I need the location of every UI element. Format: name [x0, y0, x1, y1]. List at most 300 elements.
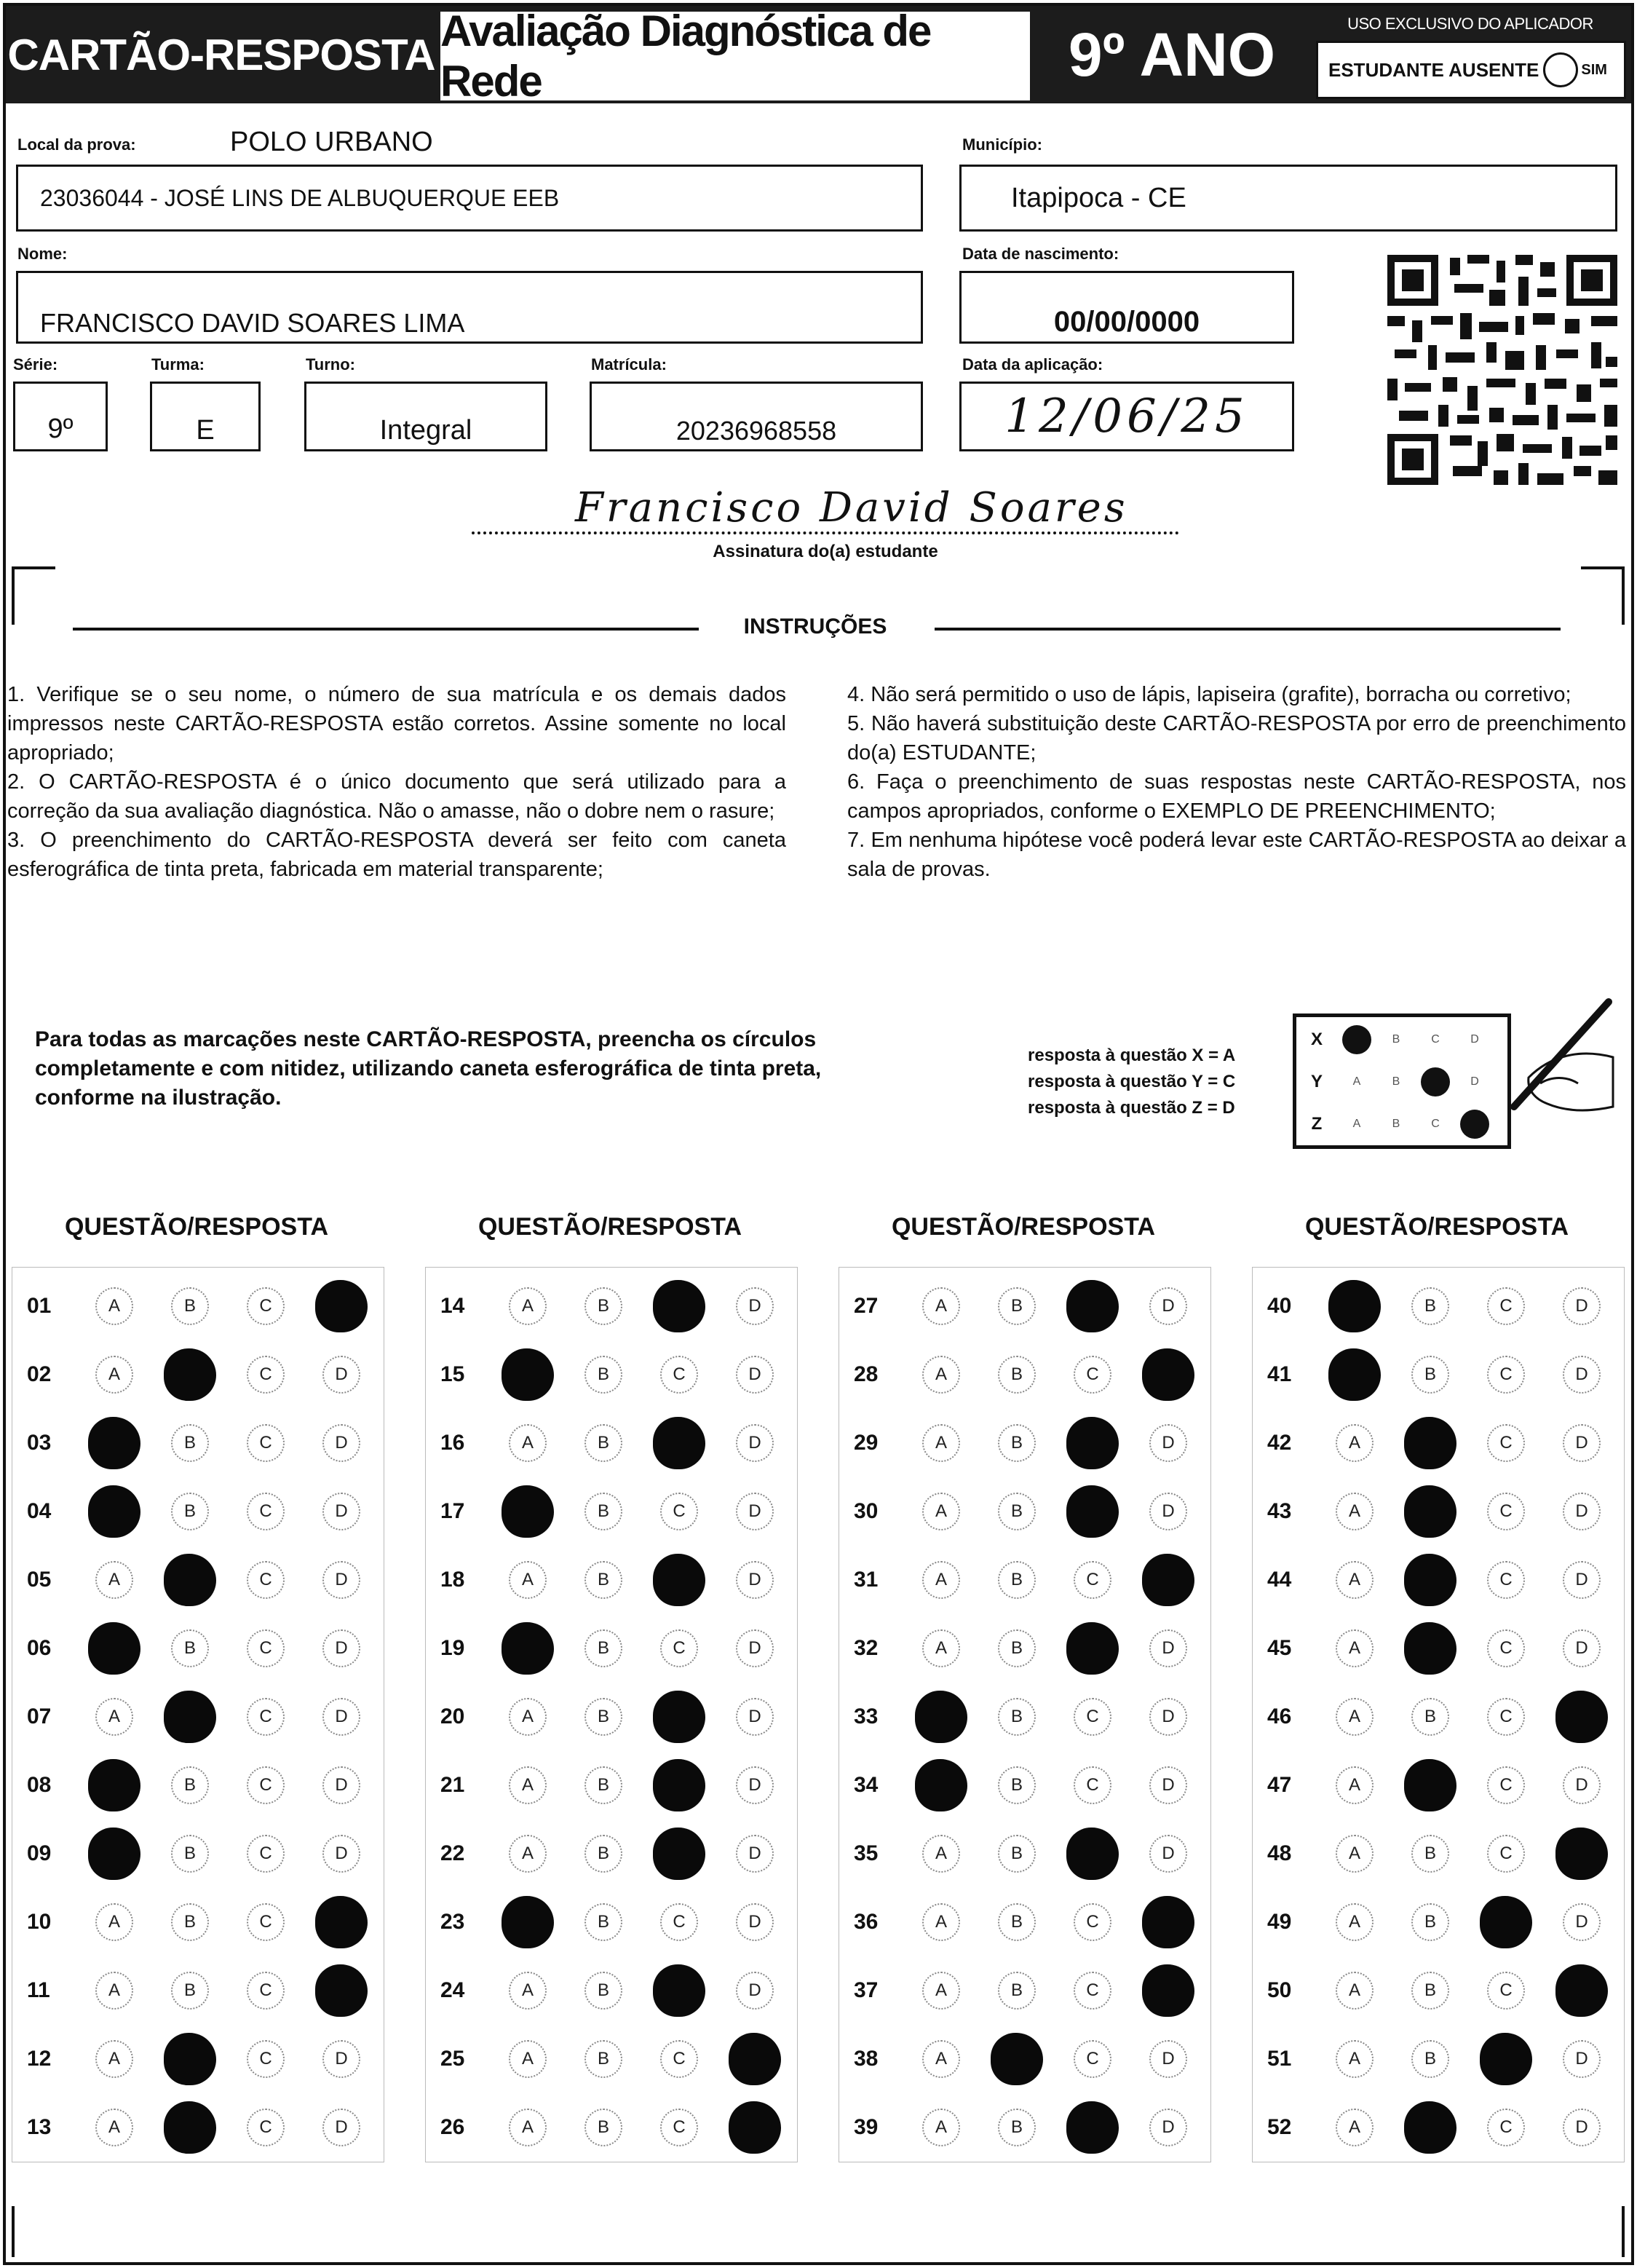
option-cell [1055, 1684, 1130, 1750]
filled-answer-bubble[interactable] [1404, 1622, 1456, 1675]
answer-bubble-b[interactable]: B [584, 1766, 622, 1804]
answer-bubble-b[interactable]: B [584, 1903, 622, 1941]
filled-answer-bubble[interactable] [1404, 1554, 1456, 1606]
filled-answer-bubble[interactable] [1066, 1828, 1119, 1880]
answer-bubble-b[interactable]: B [1411, 2040, 1449, 2078]
answer-bubble-c[interactable]: C [1487, 1698, 1525, 1736]
filled-answer-bubble[interactable] [1142, 1964, 1194, 2017]
question-number: 17 [440, 1499, 465, 1523]
answer-bubble-c[interactable]: C [247, 1835, 285, 1873]
question-number: 26 [440, 2115, 465, 2139]
question-number: 21 [440, 1773, 465, 1797]
filled-answer-bubble[interactable] [88, 1828, 140, 1880]
filled-answer-bubble[interactable] [1066, 1417, 1119, 1469]
filled-answer-bubble[interactable] [502, 1348, 554, 1401]
answer-bubble-d[interactable]: D [1149, 1766, 1187, 1804]
filled-answer-bubble[interactable] [164, 1691, 216, 1743]
filled-answer-bubble[interactable] [1142, 1896, 1194, 1948]
option-cell [1055, 1616, 1130, 1681]
answer-bubble-c[interactable]: C [1487, 1766, 1525, 1804]
answer-bubble-c[interactable]: C [247, 1766, 285, 1804]
filled-answer-bubble[interactable] [653, 1828, 705, 1880]
answer-bubble-d[interactable]: D [1149, 2040, 1187, 2078]
answer-bubble-a[interactable]: A [509, 1424, 547, 1462]
filled-answer-bubble[interactable] [502, 1622, 554, 1675]
answer-bubble-c[interactable]: C [1074, 1766, 1111, 1804]
option-cell [228, 1753, 304, 1818]
turno-value: Integral [379, 415, 472, 446]
option-cell [1392, 1753, 1468, 1818]
question-number: 48 [1267, 1841, 1292, 1865]
answer-bubble-a[interactable]: A [922, 2040, 960, 2078]
question-row [426, 1273, 797, 1339]
answer-bubble-c[interactable]: C [1487, 1629, 1525, 1667]
answer-bubble-a[interactable]: A [1336, 1698, 1374, 1736]
question-number: 05 [27, 1568, 52, 1592]
filled-answer-bubble[interactable] [653, 1554, 705, 1606]
answer-bubble-b[interactable]: B [171, 1493, 209, 1530]
filled-answer-bubble[interactable] [164, 2101, 216, 2154]
answer-bubble-d[interactable]: D [1149, 1424, 1187, 1462]
example-bubble: D [1470, 1075, 1479, 1088]
answer-bubble-b[interactable]: B [1411, 1356, 1449, 1394]
filled-answer-bubble[interactable] [1066, 1485, 1119, 1538]
answer-bubble-c[interactable]: C [1074, 2040, 1111, 2078]
answer-bubble-a[interactable]: A [509, 1766, 547, 1804]
option-cell [152, 2095, 228, 2160]
answer-bubble-c[interactable]: C [247, 1493, 285, 1530]
option-cell [152, 2026, 228, 2092]
answer-bubble-a[interactable]: A [922, 1629, 960, 1667]
answer-bubble-a[interactable]: A [1336, 1972, 1374, 2010]
answer-bubble-a[interactable]: A [95, 1356, 133, 1394]
question-row [1253, 1684, 1624, 1750]
option-cell [717, 1684, 793, 1750]
answer-bubble-c[interactable]: C [247, 1561, 285, 1599]
option-cell [641, 1342, 717, 1407]
answer-bubble-c[interactable]: C [1074, 1356, 1111, 1394]
answer-bubble-b[interactable]: B [998, 1356, 1036, 1394]
answer-bubble-a[interactable]: A [922, 1972, 960, 2010]
aplicacao-field[interactable] [959, 382, 1294, 451]
nome-label: Nome: [17, 245, 68, 263]
answer-bubble-b[interactable]: B [584, 1356, 622, 1394]
filled-answer-bubble[interactable] [315, 1280, 368, 1332]
option-cell [979, 1547, 1055, 1613]
answer-bubble-b[interactable]: B [998, 1698, 1036, 1736]
option-cell [1392, 1342, 1468, 1407]
answers-column [425, 1267, 798, 2162]
answer-bubble-b[interactable]: B [1411, 1903, 1449, 1941]
filled-answer-bubble[interactable] [315, 1964, 368, 2017]
answer-bubble-c[interactable]: C [1487, 1561, 1525, 1599]
answer-bubble-a[interactable]: A [922, 1835, 960, 1873]
question-row [1253, 1958, 1624, 2023]
signature-caption: Assinatura do(a) estudante [713, 542, 938, 561]
filled-answer-bubble[interactable] [1328, 1348, 1381, 1401]
answer-bubble-d[interactable]: D [322, 1356, 360, 1394]
answer-bubble-b[interactable]: B [584, 2109, 622, 2146]
filled-answer-bubble[interactable] [1555, 1828, 1608, 1880]
answer-bubble-a[interactable]: A [95, 1561, 133, 1599]
answer-bubble-a[interactable]: A [95, 1287, 133, 1325]
filled-answer-bubble[interactable] [88, 1485, 140, 1538]
grade-title: 9º ANO [1068, 20, 1276, 89]
answer-bubble-b[interactable]: B [171, 1629, 209, 1667]
filled-answer-bubble[interactable] [915, 1691, 967, 1743]
option-cell [641, 1889, 717, 1955]
answer-bubble-d[interactable]: D [1563, 1629, 1601, 1667]
filled-answer-bubble[interactable] [1404, 1759, 1456, 1811]
filled-answer-bubble[interactable] [1404, 2101, 1456, 2154]
answer-bubble-c[interactable]: C [660, 2109, 698, 2146]
answer-bubble-a[interactable]: A [1336, 1493, 1374, 1530]
card-title: CARTÃO-RESPOSTA [7, 30, 435, 79]
option-cell [1055, 1753, 1130, 1818]
answer-bubble-d[interactable]: D [736, 1903, 774, 1941]
answer-bubble-a[interactable]: A [922, 1287, 960, 1325]
filled-answer-bubble[interactable] [653, 1417, 705, 1469]
option-cell [566, 1479, 641, 1544]
answer-bubble-a[interactable]: A [1336, 1561, 1374, 1599]
question-number: 39 [854, 2115, 879, 2139]
answer-bubble-c[interactable]: C [1074, 1903, 1111, 1941]
answer-bubble-d[interactable]: D [1149, 1698, 1187, 1736]
answer-bubble-c[interactable]: C [247, 1287, 285, 1325]
option-cell [1317, 1753, 1392, 1818]
answer-bubble-b[interactable]: B [584, 1698, 622, 1736]
filled-answer-bubble[interactable] [1066, 1622, 1119, 1675]
answer-bubble-d[interactable]: D [736, 1972, 774, 2010]
answer-bubble-b[interactable]: B [584, 1287, 622, 1325]
filled-answer-bubble[interactable] [991, 2033, 1043, 2085]
answer-bubble-b[interactable]: B [998, 1561, 1036, 1599]
example-bubble: D [1470, 1033, 1479, 1046]
option-cell [304, 1547, 379, 1613]
answer-bubble-d[interactable]: D [1149, 1287, 1187, 1325]
answer-bubble-a[interactable]: A [509, 1698, 547, 1736]
filled-answer-bubble[interactable] [1328, 1280, 1381, 1332]
filled-answer-bubble[interactable] [1555, 1691, 1608, 1743]
example-instructions: Para todas as marcações neste CARTÃO-RESPOSTA, preencha os círculos completamente e com nitidez, utilizando caneta esferográfica de tinta preta, conforme na ilustração. [35, 1027, 822, 1110]
option-cell [903, 1684, 979, 1750]
corner-mark-top-right [1581, 566, 1625, 625]
answer-bubble-a[interactable]: A [922, 1561, 960, 1599]
answer-bubble-b[interactable]: B [171, 1424, 209, 1462]
answer-bubble-a[interactable]: A [509, 1972, 547, 2010]
answer-bubble-d[interactable]: D [1563, 1356, 1601, 1394]
answer-bubble-d[interactable]: D [1563, 1424, 1601, 1462]
answer-bubble-b[interactable]: B [171, 1287, 209, 1325]
option-cell [566, 1889, 641, 1955]
question-number: 37 [854, 1978, 879, 2002]
answer-bubble-a[interactable]: A [509, 1561, 547, 1599]
answer-bubble-b[interactable]: B [584, 1972, 622, 2010]
answer-bubble-c[interactable]: C [247, 2040, 285, 2078]
answer-bubble-b[interactable]: B [584, 1493, 622, 1530]
answer-bubble-d[interactable]: D [1563, 1561, 1601, 1599]
option-cell [304, 1753, 379, 1818]
filled-answer-bubble[interactable] [164, 1554, 216, 1606]
answer-bubble-c[interactable]: C [247, 2109, 285, 2146]
filled-answer-bubble[interactable] [1066, 1280, 1119, 1332]
answer-bubble-a[interactable]: A [95, 2040, 133, 2078]
example-row [1296, 1019, 1507, 1061]
option-cell [1130, 2026, 1206, 2092]
option-cell [717, 1273, 793, 1339]
answer-bubble-c[interactable]: C [1487, 1972, 1525, 2010]
example-legend-y: resposta à questão Y = C [1028, 1072, 1236, 1091]
filled-answer-bubble[interactable] [88, 1417, 140, 1469]
question-row [12, 1273, 384, 1339]
answer-bubble-b[interactable]: B [1411, 1972, 1449, 2010]
answer-bubble-b[interactable]: B [998, 1493, 1036, 1530]
question-number: 08 [27, 1773, 52, 1797]
option-cell [1055, 2026, 1130, 2092]
answer-bubble-c[interactable]: C [247, 1356, 285, 1394]
answer-bubble-c[interactable]: C [1487, 1493, 1525, 1530]
answer-bubble-d[interactable]: D [1563, 2109, 1601, 2146]
answer-bubble-c[interactable]: C [247, 1629, 285, 1667]
answer-bubble-b[interactable]: B [584, 2040, 622, 2078]
answer-bubble-d[interactable]: D [736, 1629, 774, 1667]
answer-bubble-b[interactable]: B [171, 1835, 209, 1873]
answer-bubble-a[interactable]: A [1336, 1766, 1374, 1804]
answer-bubble-b[interactable]: B [998, 1287, 1036, 1325]
filled-answer-bubble[interactable] [88, 1759, 140, 1811]
question-row [1253, 2026, 1624, 2092]
answer-bubble-a[interactable]: A [1336, 1629, 1374, 1667]
answer-bubble-a[interactable]: A [509, 2040, 547, 2078]
answer-bubble-b[interactable]: B [171, 1903, 209, 1941]
answer-bubble-d[interactable]: D [736, 1835, 774, 1873]
option-cell [566, 1821, 641, 1886]
question-number: 35 [854, 1841, 879, 1865]
option-cell [228, 2026, 304, 2092]
answer-bubble-d[interactable]: D [1149, 2109, 1187, 2146]
answer-bubble-c[interactable]: C [660, 2040, 698, 2078]
answer-bubble-b[interactable]: B [1411, 1835, 1449, 1873]
answer-bubble-b[interactable]: B [584, 1629, 622, 1667]
option-cell [1055, 1479, 1130, 1544]
option-cell [1392, 1958, 1468, 2023]
answer-bubble-c[interactable]: C [1074, 1698, 1111, 1736]
answer-bubble-c[interactable]: C [660, 1903, 698, 1941]
filled-answer-bubble[interactable] [88, 1622, 140, 1675]
question-row [12, 1753, 384, 1818]
answer-bubble-d[interactable]: D [322, 1766, 360, 1804]
filled-answer-bubble[interactable] [653, 1280, 705, 1332]
question-number: 32 [854, 1636, 879, 1660]
filled-answer-bubble[interactable] [653, 1691, 705, 1743]
answer-bubble-c[interactable]: C [660, 1629, 698, 1667]
answer-bubble-d[interactable]: D [1149, 1629, 1187, 1667]
answer-bubble-d[interactable]: D [1563, 2040, 1601, 2078]
answer-bubble-d[interactable]: D [736, 1356, 774, 1394]
option-cell [1544, 1479, 1620, 1544]
option-cell [1392, 1889, 1468, 1955]
answer-bubble-a[interactable]: A [95, 1972, 133, 2010]
answer-bubble-d[interactable]: D [1563, 1287, 1601, 1325]
option-cell [228, 1410, 304, 1476]
answer-bubble-d[interactable]: D [322, 1424, 360, 1462]
example-filled-bubble [1421, 1067, 1450, 1097]
filled-answer-bubble[interactable] [729, 2033, 781, 2085]
answer-bubble-d[interactable]: D [736, 1493, 774, 1530]
filled-answer-bubble[interactable] [502, 1896, 554, 1948]
filled-answer-bubble[interactable] [164, 2033, 216, 2085]
answer-bubble-d[interactable]: D [322, 1629, 360, 1667]
filled-answer-bubble[interactable] [1404, 1417, 1456, 1469]
answer-bubble-a[interactable]: A [1336, 1835, 1374, 1873]
option-cell [641, 1479, 717, 1544]
example-bubble: A [1352, 1075, 1361, 1088]
option-cell [903, 2095, 979, 2160]
filled-answer-bubble[interactable] [1066, 2101, 1119, 2154]
answer-bubble-a[interactable]: A [1336, 1903, 1374, 1941]
filled-answer-bubble[interactable] [1480, 1896, 1532, 1948]
answer-bubble-d[interactable]: D [1563, 1766, 1601, 1804]
option-cell [1468, 1479, 1544, 1544]
answer-bubble-a[interactable]: A [922, 1903, 960, 1941]
answer-bubble-c[interactable]: C [1487, 1835, 1525, 1873]
option-cell [76, 1753, 152, 1818]
option-cell [1317, 2026, 1392, 2092]
answer-bubble-b[interactable]: B [584, 1561, 622, 1599]
answer-bubble-a[interactable]: A [922, 1356, 960, 1394]
filled-answer-bubble[interactable] [1555, 1964, 1608, 2017]
option-cell [1392, 1684, 1468, 1750]
question-row [12, 1684, 384, 1750]
answer-bubble-a[interactable]: A [95, 2109, 133, 2146]
option-cell [228, 1958, 304, 2023]
answer-bubble-c[interactable]: C [660, 1493, 698, 1530]
answer-bubble-c[interactable]: C [660, 1356, 698, 1394]
answer-bubble-d[interactable]: D [322, 1835, 360, 1873]
answer-bubble-b[interactable]: B [584, 1424, 622, 1462]
filled-answer-bubble[interactable] [1142, 1554, 1194, 1606]
filled-answer-bubble[interactable] [729, 2101, 781, 2154]
question-row [839, 1547, 1210, 1613]
filled-answer-bubble[interactable] [1480, 2033, 1532, 2085]
answer-bubble-c[interactable]: C [1487, 2109, 1525, 2146]
answer-bubble-d[interactable]: D [1149, 1493, 1187, 1530]
filled-answer-bubble[interactable] [1404, 1485, 1456, 1538]
option-cell [152, 1958, 228, 2023]
answer-bubble-a[interactable]: A [922, 2109, 960, 2146]
answer-bubble-d[interactable]: D [322, 2040, 360, 2078]
answers-column [839, 1267, 1211, 2162]
applicator-only-label: USO EXCLUSIVO DO APLICADOR [1347, 15, 1593, 33]
answer-bubble-a[interactable]: A [509, 1835, 547, 1873]
answer-bubble-d[interactable]: D [736, 1561, 774, 1599]
option-cell [228, 1821, 304, 1886]
answer-bubble-c[interactable]: C [1074, 1561, 1111, 1599]
answer-bubble-c[interactable]: C [1487, 1424, 1525, 1462]
answer-bubble-d[interactable]: D [1149, 1835, 1187, 1873]
local-label: Local da prova: [17, 135, 136, 154]
absent-bubble[interactable] [1543, 52, 1578, 87]
filled-answer-bubble[interactable] [164, 1348, 216, 1401]
answer-bubble-d[interactable]: D [1563, 1903, 1601, 1941]
answer-bubble-b[interactable]: B [584, 1835, 622, 1873]
answer-bubble-c[interactable]: C [247, 1903, 285, 1941]
answer-bubble-d[interactable]: D [322, 1561, 360, 1599]
answer-bubble-c[interactable]: C [1487, 1287, 1525, 1325]
nascimento-field [959, 271, 1294, 344]
answer-bubble-b[interactable]: B [171, 1972, 209, 2010]
answer-bubble-a[interactable]: A [509, 1287, 547, 1325]
option-cell [566, 1753, 641, 1818]
answer-bubble-b[interactable]: B [171, 1766, 209, 1804]
answer-bubble-b[interactable]: B [998, 1424, 1036, 1462]
filled-answer-bubble[interactable] [653, 1964, 705, 2017]
answer-bubble-a[interactable]: A [1336, 2109, 1374, 2146]
answer-bubble-d[interactable]: D [736, 1698, 774, 1736]
answer-bubble-a[interactable]: A [922, 1493, 960, 1530]
answer-bubble-a[interactable]: A [95, 1903, 133, 1941]
answer-bubble-a[interactable]: A [922, 1424, 960, 1462]
answer-bubble-d[interactable]: D [322, 1698, 360, 1736]
answer-bubble-d[interactable]: D [1563, 1493, 1601, 1530]
instructions-left-column: 1. Verifique se o seu nome, o número de sua matrícula e os demais dados impressos neste CARTÃO-RESPOSTA estão corretos. Assine somente no local apropriado; 2. O CARTÃO-RESPOSTA é o único documento que será utilizado para a correção da sua avaliação diagnóstica. Não o amasse, não o dobre nem o rasure; 3. O preenchimento do CARTÃO-RESPOSTA deverá ser feito com caneta esferográfica de tinta preta, fabricada em material transparente; [7, 683, 786, 881]
answer-bubble-b[interactable]: B [998, 2109, 1036, 2146]
answer-bubble-b[interactable]: B [1411, 1287, 1449, 1325]
question-row [426, 1684, 797, 1750]
answer-bubble-c[interactable]: C [247, 1698, 285, 1736]
matricula-label: Matrícula: [591, 355, 667, 374]
answer-bubble-c[interactable]: C [247, 1972, 285, 2010]
question-number: 34 [854, 1773, 879, 1797]
answer-bubble-d[interactable]: D [736, 1766, 774, 1804]
option-cell [490, 1684, 566, 1750]
turma-field [150, 382, 261, 451]
answer-bubble-b[interactable]: B [998, 1903, 1036, 1941]
filled-answer-bubble[interactable] [502, 1485, 554, 1538]
answer-bubble-a[interactable]: A [509, 2109, 547, 2146]
answer-bubble-d[interactable]: D [322, 1493, 360, 1530]
answer-bubble-b[interactable]: B [998, 1835, 1036, 1873]
question-row [839, 1684, 1210, 1750]
option-cell [1130, 1410, 1206, 1476]
filled-answer-bubble[interactable] [315, 1896, 368, 1948]
answer-bubble-d[interactable]: D [736, 1424, 774, 1462]
pen-hand-illustration [1485, 997, 1616, 1129]
option-cell [152, 1410, 228, 1476]
option-cell [152, 1753, 228, 1818]
answer-bubble-a[interactable]: A [1336, 2040, 1374, 2078]
filled-answer-bubble[interactable] [1142, 1348, 1194, 1401]
answer-bubble-b[interactable]: B [998, 1972, 1036, 2010]
question-number: 14 [440, 1294, 465, 1318]
question-row [426, 1753, 797, 1818]
answer-bubble-b[interactable]: B [998, 1629, 1036, 1667]
filled-answer-bubble[interactable] [915, 1759, 967, 1811]
question-row [426, 2095, 797, 2160]
answer-bubble-d[interactable]: D [736, 1287, 774, 1325]
answer-bubble-c[interactable]: C [1074, 1972, 1111, 2010]
nascimento-value: 00/00/0000 [1053, 306, 1200, 338]
answer-bubble-a[interactable]: A [95, 1698, 133, 1736]
answer-bubble-d[interactable]: D [322, 2109, 360, 2146]
answer-bubble-c[interactable]: C [247, 1424, 285, 1462]
answer-bubble-b[interactable]: B [1411, 1698, 1449, 1736]
answer-bubble-a[interactable]: A [1336, 1424, 1374, 1462]
answer-bubble-b[interactable]: B [998, 1766, 1036, 1804]
filled-answer-bubble[interactable] [653, 1759, 705, 1811]
question-number: 09 [27, 1841, 52, 1865]
answer-bubble-c[interactable]: C [1487, 1356, 1525, 1394]
